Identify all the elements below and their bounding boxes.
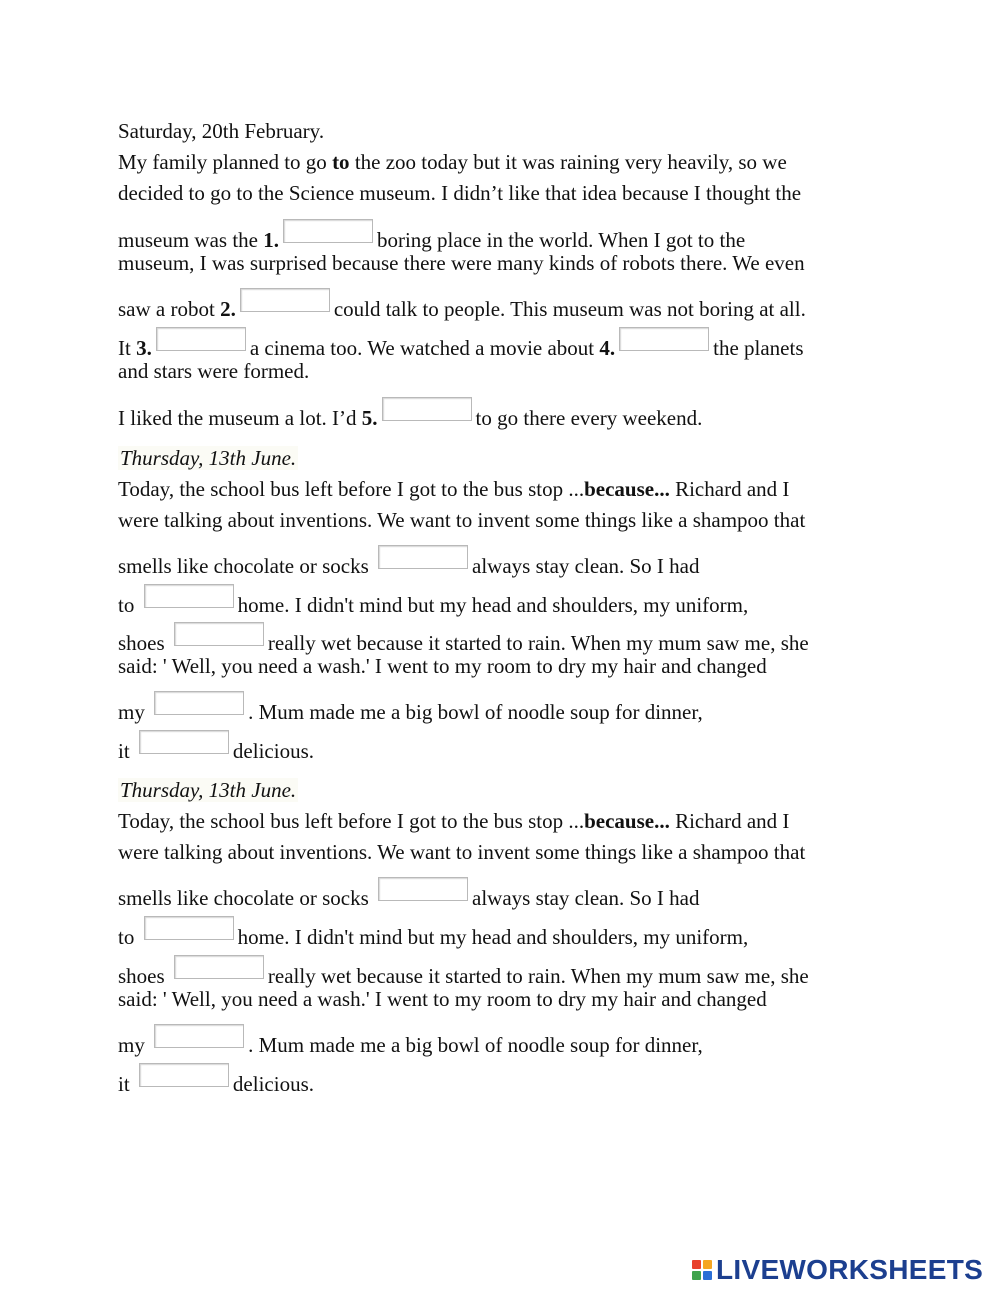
text: smells like chocolate or socks	[118, 554, 375, 578]
section2-line8	[118, 730, 314, 764]
answer-box[interactable]	[154, 1024, 244, 1048]
section3-line5	[118, 955, 809, 989]
answer-box[interactable]	[144, 584, 234, 608]
section2-line3	[118, 545, 699, 579]
section1-line7: and stars were formed.	[118, 359, 310, 383]
text: a cinema too. We watched a movie about	[249, 336, 600, 360]
text: My family planned to go	[118, 150, 333, 174]
section2-line5	[118, 622, 809, 656]
section1-date: Saturday, 20th February.	[118, 119, 325, 143]
answer-box[interactable]	[174, 955, 264, 979]
text: could talk to people. This museum was not boring at all.	[333, 297, 806, 321]
text: home. I didn't mind but my head and shoulders, my uniform,	[237, 593, 749, 617]
text: It	[118, 336, 137, 360]
section1-line3	[118, 219, 745, 253]
text: it	[118, 1072, 135, 1096]
section3-line3	[118, 877, 699, 911]
answer-box[interactable]	[139, 730, 229, 754]
text: really wet because it started to rain. When my mum saw me, she	[267, 631, 809, 655]
section3-line1	[118, 808, 789, 834]
answer-box[interactable]	[154, 691, 244, 715]
text: Richard and I	[669, 477, 790, 501]
text: always stay clean. So I had	[472, 554, 700, 578]
logo-square	[692, 1260, 701, 1269]
text: always stay clean. So I had	[472, 886, 700, 910]
section3-line8	[118, 1063, 314, 1097]
answer-box[interactable]	[174, 622, 264, 646]
text: the planets	[713, 336, 804, 360]
text: shoes	[118, 631, 170, 655]
text: to go there every weekend.	[475, 406, 703, 430]
text: saw a robot	[118, 297, 221, 321]
text: it	[118, 739, 135, 763]
section1-line6	[118, 327, 804, 361]
logo-grid-icon	[692, 1260, 712, 1280]
section1-line5	[118, 288, 806, 322]
section2-line4	[118, 584, 748, 618]
section1-line2: decided to go to the Science museum. I didn’t like that idea because I thought the	[118, 181, 802, 205]
text: delicious.	[232, 1072, 314, 1096]
question-number: 2.	[220, 297, 236, 321]
answer-box[interactable]	[378, 545, 468, 569]
text: the zoo today but it was raining very heavily, so we	[349, 150, 787, 174]
text: smells like chocolate or socks	[118, 886, 375, 910]
question-number: 5.	[361, 406, 378, 430]
logo-square	[703, 1271, 712, 1280]
logo-square	[692, 1271, 701, 1280]
text: my	[118, 700, 151, 724]
bold-word: because...	[584, 809, 670, 833]
section3-line7	[118, 1024, 703, 1058]
text: my	[118, 1033, 151, 1057]
text: . Mum made me a big bowl of noodle soup for dinner,	[248, 700, 703, 724]
answer-box[interactable]	[139, 1063, 229, 1087]
text: Today, the school bus left before I got to the bus stop ...	[118, 809, 585, 833]
section2-line1	[118, 476, 789, 502]
date-text: Thursday, 13th June.	[120, 446, 297, 470]
text: home. I didn't mind but my head and shoulders, my uniform,	[237, 925, 749, 949]
section2-date	[118, 445, 298, 471]
section1-line1	[118, 149, 787, 175]
bold-word: because...	[584, 477, 670, 501]
section2-line2: were talking about inventions. We want to invent some things like a shampoo that	[118, 508, 806, 532]
question-number: 1.	[263, 228, 279, 252]
logo-square	[703, 1260, 712, 1269]
answer-box-4[interactable]	[619, 327, 709, 351]
section3-date	[118, 777, 298, 803]
text: to	[118, 593, 140, 617]
answer-box-2[interactable]	[240, 288, 330, 312]
text: delicious.	[232, 739, 314, 763]
section1-line8	[118, 397, 702, 431]
section3-line6: said: ' Well, you need a wash.' I went to my room to dry my hair and changed	[118, 987, 767, 1011]
answer-box-1[interactable]	[283, 219, 373, 243]
section1-line4: museum, I was surprised because there were many kinds of robots there. We even	[118, 251, 805, 275]
text: Richard and I	[669, 809, 790, 833]
text: . Mum made me a big bowl of noodle soup for dinner,	[248, 1033, 703, 1057]
text: boring place in the world. When I got to the	[376, 228, 746, 252]
text: shoes	[118, 964, 170, 988]
date-text: Thursday, 13th June.	[120, 778, 297, 802]
logo-text: LIVEWORKSHEETS	[716, 1254, 984, 1285]
text: Today, the school bus left before I got to the bus stop ...	[118, 477, 585, 501]
text: really wet because it started to rain. When my mum saw me, she	[267, 964, 809, 988]
section3-line4	[118, 916, 748, 950]
section2-line7	[118, 691, 703, 725]
section3-line2: were talking about inventions. We want to invent some things like a shampoo that	[118, 840, 806, 864]
answer-box-5[interactable]	[382, 397, 472, 421]
liveworksheets-logo	[692, 1255, 983, 1285]
question-number: 4.	[599, 336, 616, 360]
text: to	[118, 925, 140, 949]
text: museum was the	[118, 228, 264, 252]
answer-box-3[interactable]	[156, 327, 246, 351]
text: I liked the museum a lot. I’d	[118, 406, 362, 430]
bold-word: to	[332, 150, 350, 174]
answer-box[interactable]	[144, 916, 234, 940]
answer-box[interactable]	[378, 877, 468, 901]
section2-line6: said: ' Well, you need a wash.' I went to my room to dry my hair and changed	[118, 654, 767, 678]
question-number: 3.	[136, 336, 152, 360]
